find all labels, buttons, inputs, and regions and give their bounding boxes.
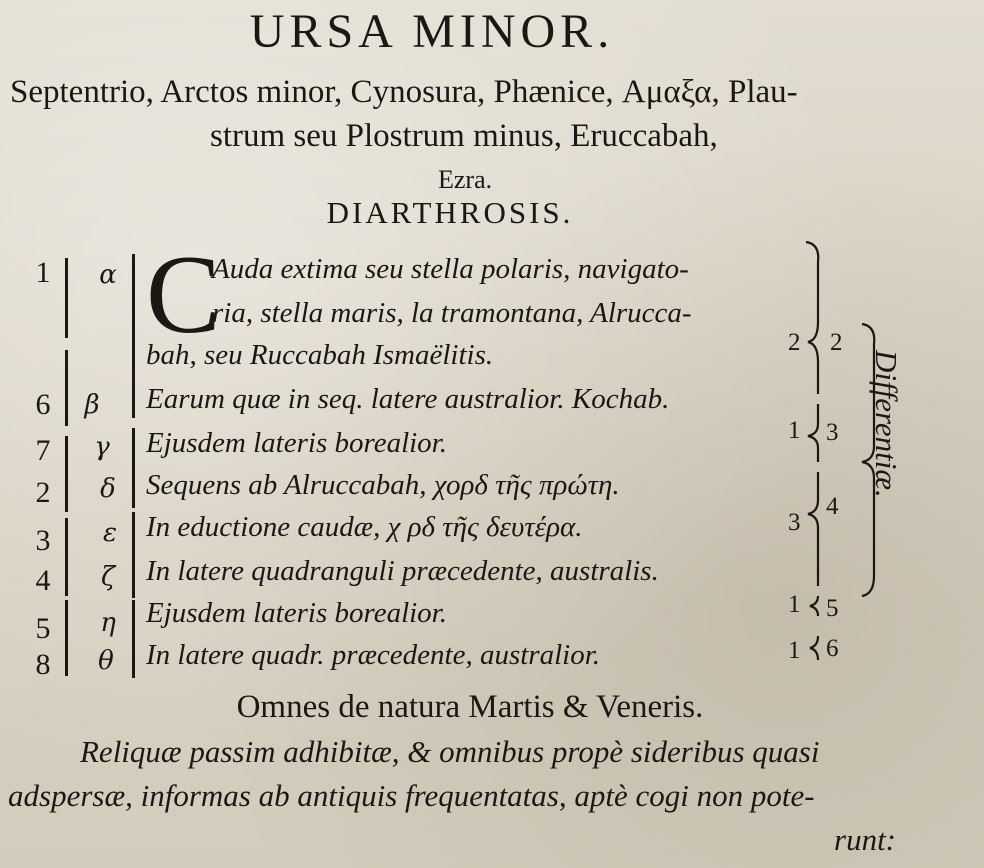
star-description: Ejusdem lateris borealior. xyxy=(146,427,448,459)
section-heading: DIARTHROSIS. xyxy=(326,195,574,230)
differentiae-label: Differentiæ. xyxy=(869,350,904,498)
magnitude-right: 6 xyxy=(826,635,839,662)
magnitude-right: 5 xyxy=(826,595,839,622)
magnitude-right: 3 xyxy=(826,419,839,446)
magnitude-left: 1 xyxy=(788,417,801,444)
closing-paragraph xyxy=(8,730,968,862)
magnitude-left: 2 xyxy=(788,329,801,356)
magnitude-brace xyxy=(810,636,818,660)
bayer-letter: γ xyxy=(94,432,110,462)
magnitude-brace xyxy=(806,242,818,394)
star-order-number: 7 xyxy=(35,434,51,467)
magnitude-left: 3 xyxy=(788,509,801,536)
paragraph-line-2: adspersæ, informas ab antiquis frequentatas, aptè cogi non pote- xyxy=(8,778,815,813)
magnitude-brace xyxy=(810,596,818,616)
bayer-letter: β xyxy=(84,390,100,420)
magnitude-left: 1 xyxy=(788,637,801,664)
paragraph-line-1: Reliquæ passim adhibitæ, & omnibus propè sideribus quasi xyxy=(80,734,820,769)
magnitude-right: 4 xyxy=(826,493,839,520)
star-description: Ejusdem lateris borealior. xyxy=(146,597,448,629)
bayer-letter: η xyxy=(100,608,116,638)
bayer-letter: δ xyxy=(100,474,116,504)
star-description: In eductione caudæ, χ ρδ τῆς δευτέρα. xyxy=(146,511,583,543)
bayer-letter: ε xyxy=(103,518,117,548)
paragraph-line-3: runt: xyxy=(834,822,896,857)
closing-statement: Omnes de natura Martis & Veneris. xyxy=(236,689,704,725)
star-description: bah, seu Ruccabah Ismaëlitis. xyxy=(146,339,494,371)
star-description: In latere quadr. præcedente, australior. xyxy=(146,639,601,671)
magnitude-right: 2 xyxy=(830,329,843,356)
magnitude-brace xyxy=(808,404,818,462)
star-order-number: 1 xyxy=(35,256,51,289)
magnitude-left: 1 xyxy=(788,591,801,618)
drop-cap: C xyxy=(146,233,221,357)
star-order-number: 4 xyxy=(35,564,51,597)
alt-names-line-3: Ezra. xyxy=(438,165,493,194)
star-order-number: 2 xyxy=(35,476,51,509)
alt-names-line-1: Septentrio, Arctos minor, Cynosura, Phænice, Αμαξα, Plau- xyxy=(10,74,798,110)
star-description: Earum quæ in seq. latere australior. Kochab. xyxy=(146,383,670,415)
star-order-number: 3 xyxy=(35,524,51,557)
alt-names-line-2: strum seu Plostrum minus, Eruccabah, xyxy=(210,118,718,154)
star-description: ria, stella maris, la tramontana, Alrucca- xyxy=(212,297,692,329)
bayer-letter: ζ xyxy=(100,562,116,592)
bayer-letter: θ xyxy=(98,646,114,676)
star-description: Sequens ab Alruccabah, χορδ τῆς πρώτη. xyxy=(146,469,620,501)
bayer-letter: α xyxy=(99,260,117,290)
constellation-title: URSA MINOR. xyxy=(249,5,615,58)
star-order-number: 5 xyxy=(35,612,51,645)
magnitude-brace xyxy=(808,472,818,586)
star-order-number: 8 xyxy=(35,648,51,681)
star-description: In latere quadranguli præcedente, australis. xyxy=(146,555,659,587)
star-description: Auda extima seu stella polaris, navigato- xyxy=(212,253,689,285)
star-order-number: 6 xyxy=(35,388,51,421)
